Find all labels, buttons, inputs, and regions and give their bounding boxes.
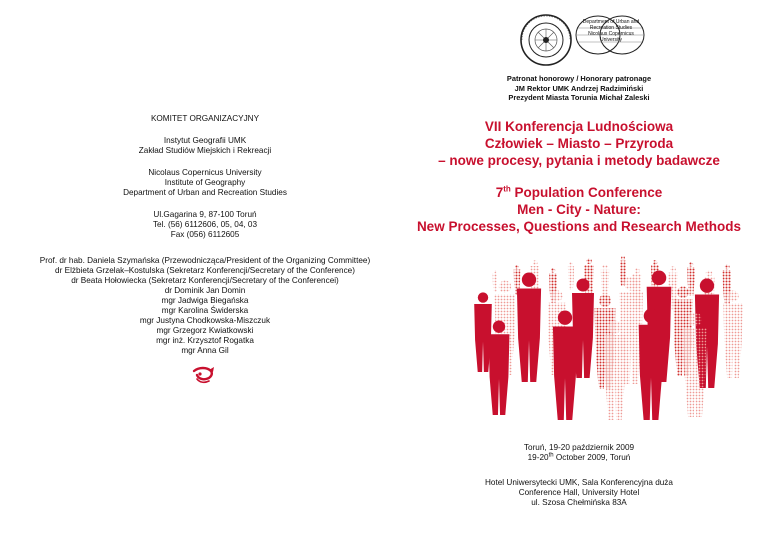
institute-line: Instytut Geografii UMK	[163, 136, 247, 145]
date-en-days: 19-20	[527, 453, 549, 462]
university-line: Nicolaus Copernicus University	[148, 168, 262, 177]
member-item: mgr inż. Krzysztof Rogatka	[156, 336, 254, 345]
figure-head	[494, 270, 497, 273]
figure-head	[599, 294, 611, 306]
institute-line: Zakład Studiów Miejskich i Rekreacji	[138, 146, 272, 155]
venue-line: ul. Szosa Chełmińska 83A	[531, 498, 627, 507]
figure-head	[551, 290, 562, 301]
figure-head	[609, 321, 622, 334]
figure-body	[639, 325, 664, 420]
figure-head	[634, 268, 639, 273]
venue-block	[464, 478, 694, 508]
figure-body	[683, 328, 706, 417]
figure-head	[700, 279, 714, 293]
title-polish	[414, 118, 744, 169]
title-en-line: Men - City - Nature:	[517, 202, 641, 217]
figure-head	[653, 260, 658, 265]
date-en-suffix: th	[548, 452, 554, 459]
patronage-line: Patronat honorowy / Honorary patronage	[506, 74, 652, 83]
figure-head	[499, 280, 511, 292]
address-line: Ul.Gagarina 9, 87-100 Toruń	[153, 210, 257, 219]
figure-head	[522, 273, 536, 287]
figure-head	[569, 262, 573, 266]
member-item: dr Beata Hołowiecka (Sekretarz Konferencji/Secretary of the Conferencei)	[71, 276, 339, 285]
title-en-heading	[414, 184, 744, 201]
title-pl-line: Człowiek – Miasto – Przyroda	[484, 136, 674, 151]
title-english	[414, 184, 744, 235]
figure-head	[644, 309, 659, 324]
figure-head	[677, 286, 689, 298]
figure-head	[551, 268, 556, 273]
members-list	[10, 256, 400, 356]
figure-head	[652, 271, 667, 286]
figure-body	[723, 303, 742, 378]
title-en-suffix: th	[503, 184, 511, 194]
member-item: dr Elżbieta Grzelak–Kostulska (Sekretarz Konferencji/Secretary of the Conference)	[55, 266, 355, 275]
date-en-rest: October 2009, Toruń	[553, 453, 631, 462]
figure-head	[478, 292, 488, 302]
figure-head	[727, 290, 738, 301]
date-english	[474, 453, 684, 463]
venue-line: Conference Hall, University Hotel	[518, 488, 640, 497]
title-pl-line: VII Konferencja Ludnościowa	[484, 119, 674, 134]
member-item: mgr Karolina Świderska	[161, 306, 249, 315]
figure-head	[689, 262, 693, 266]
dept-logo-line: Department of Urban and	[582, 19, 640, 25]
patronage-line: Prezydent Miasta Torunia Michał Zaleski	[508, 93, 650, 102]
member-item: mgr Grzegorz Kwiatkowski	[156, 326, 254, 335]
university-block	[80, 168, 330, 198]
title-en-number: 7	[495, 185, 504, 200]
figure-head	[558, 311, 572, 325]
member-item: Prof. dr hab. Daniela Szymańska (Przewodnicząca/President of the Organizing Committee)	[39, 256, 371, 265]
date-polish: Toruń, 19-20 październik 2009	[523, 443, 635, 452]
figure-head	[586, 258, 592, 264]
figure-head	[493, 320, 505, 332]
address-line: Tel. (56) 6112606, 05, 04, 03	[152, 220, 258, 229]
figure-head	[724, 264, 729, 269]
figure-head	[515, 265, 519, 269]
figure-head	[532, 260, 537, 265]
institute-block	[100, 136, 310, 156]
member-item: mgr Jadwiga Biegańska	[161, 296, 249, 305]
dept-logo-text	[577, 19, 645, 43]
committee-heading: KOMITET ORGANIZACYJNY	[150, 114, 260, 123]
figure-body	[568, 266, 574, 290]
figure-head	[603, 264, 608, 269]
title-pl-line: – nowe procesy, pytania i metody badawcze	[438, 153, 720, 168]
patronage-line: JM Rektor UMK Andrzej Radzimiński	[514, 83, 644, 93]
university-line: Institute of Geography	[164, 178, 246, 187]
address-block	[100, 210, 310, 240]
figure-head	[706, 270, 713, 277]
figure-body	[604, 335, 626, 420]
figure-head	[670, 266, 676, 272]
figure-body	[489, 334, 510, 415]
member-item: dr Dominik Jan Domin	[164, 286, 246, 295]
member-item: mgr Anna Gil	[181, 346, 229, 355]
title-en-text: Population Conference	[510, 185, 663, 200]
figure-head	[621, 256, 625, 260]
figure-body	[517, 289, 541, 383]
crowd-illustration	[455, 250, 755, 425]
university-line: Department of Urban and Recreation Studies	[123, 188, 287, 197]
figure-head	[577, 279, 590, 292]
figure-body	[493, 273, 498, 292]
title-en-line: New Processes, Questions and Research Methods	[416, 219, 742, 234]
figure-head	[688, 313, 702, 327]
member-item: mgr Justyna Chodkowska-Miszczuk	[139, 316, 271, 325]
dept-logo-line: Recreation Studies	[589, 25, 633, 31]
figure-body	[553, 327, 577, 421]
dept-logo-line: Nicolaus Copernicus University	[588, 31, 634, 43]
figure-head	[624, 277, 638, 291]
patronage-block	[474, 74, 684, 103]
venue-line: Hotel Uniwersytecki UMK, Sala Konferencyjna duża	[485, 478, 673, 487]
date-block	[474, 443, 684, 463]
bird-logo-icon	[191, 365, 217, 385]
address-line: Fax (056) 6112605	[170, 230, 240, 239]
